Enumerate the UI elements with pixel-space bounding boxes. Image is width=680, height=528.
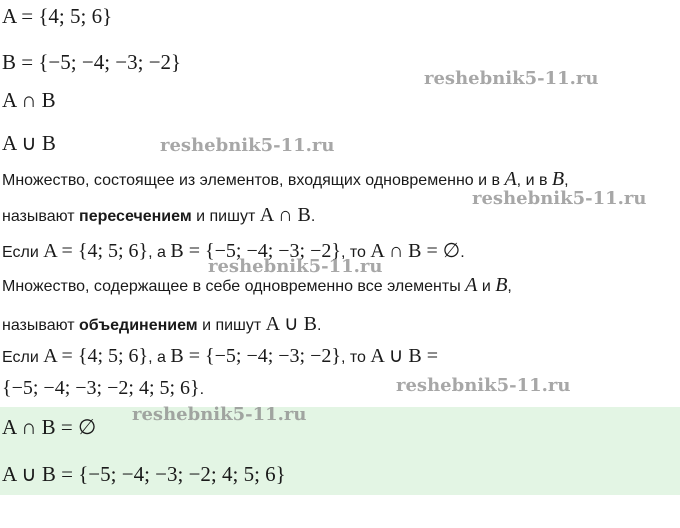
watermark: reshebnik5-11.ru	[132, 404, 307, 425]
answer-union: A ∪ B = {−5; −4; −3; −2; 4; 5; 6}	[2, 462, 286, 486]
union-definition-line2: называют объединением и пишут A ∪ B.	[2, 313, 322, 335]
union-task: A ∪ B	[2, 131, 56, 155]
intersection-definition-line1: Множество, состоящее из элементов, входящих одновременно и в A, и в B,	[2, 168, 569, 190]
union-example-continued: {−5; −4; −3; −2; 4; 5; 6}.	[2, 377, 205, 399]
union-example: Если A = {4; 5; 6}, а B = {−5; −4; −3; −2}, то A ∪ B =	[2, 345, 438, 367]
term-union: объединением	[79, 317, 198, 334]
intersection-example: Если A = {4; 5; 6}, а B = {−5; −4; −3; −2}, то A ∩ B = ∅.	[2, 240, 465, 262]
set-b-definition: B = {−5; −4; −3; −2}	[2, 50, 182, 74]
intersection-task: A ∩ B	[2, 88, 56, 112]
answer-intersection: A ∩ B = ∅	[2, 415, 97, 439]
set-a-definition: A = {4; 5; 6}	[2, 4, 113, 28]
watermark: reshebnik5-11.ru	[208, 256, 383, 277]
union-definition-line1: Множество, содержащее в себе одновременно все элементы A и B,	[2, 274, 512, 296]
term-intersection: пересечением	[79, 208, 192, 225]
intersection-definition-line2: называют пересечением и пишут A ∩ B.	[2, 204, 316, 226]
watermark: reshebnik5-11.ru	[424, 68, 599, 89]
watermark: reshebnik5-11.ru	[396, 375, 571, 396]
watermark: reshebnik5-11.ru	[160, 135, 335, 156]
watermark: reshebnik5-11.ru	[472, 188, 647, 209]
